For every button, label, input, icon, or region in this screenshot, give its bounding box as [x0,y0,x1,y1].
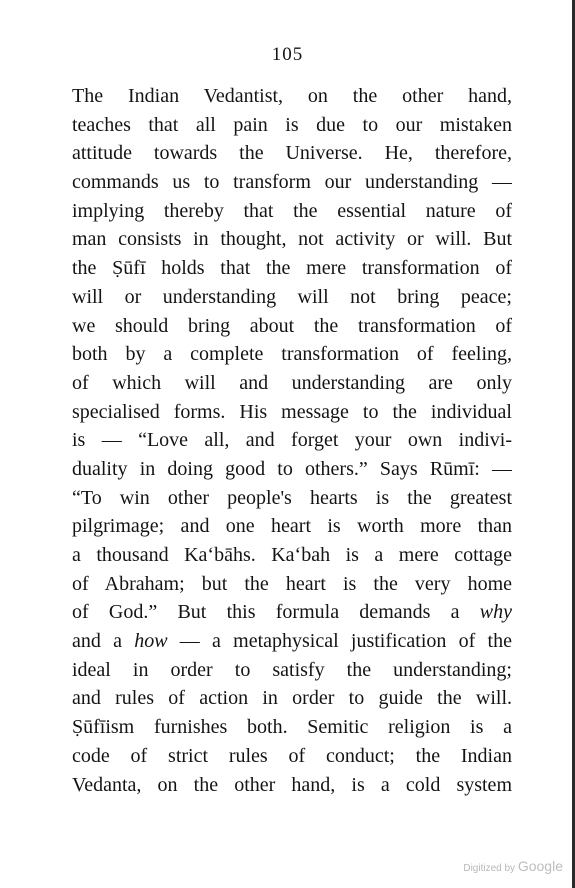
digitized-watermark [463,858,563,874]
text-line: is — “Love all, and forget your own indivi- [72,429,512,452]
text-line: The Indian Vedantist, on the other hand, [72,85,512,107]
text-line: a thousand Ka‘bāhs. Ka‘bah is a mere cottage [72,544,512,566]
text-line: and rules of action in order to guide the will. [72,687,512,710]
watermark-brand: Google [517,858,563,874]
emphasis-how: how [134,630,168,653]
text-line: implying thereby that the essential nature of [72,199,512,222]
text-line: “To win other people's hearts is the greatest [72,486,512,509]
text-line: the Ṣūfī holds that the mere transformation of [72,257,512,280]
text-line: will or understanding will not bring peace; [72,285,512,308]
text-line: attitude towards the Universe. He, therefore, [72,142,512,165]
text-line: teaches that all pain is due to our mistaken [72,113,512,136]
text-line: Vedanta, on the other hand, is a cold system [72,773,512,796]
text-line: man consists in thought, not activity or will. But [72,228,512,251]
text-line: and a how — a metaphysical justification of the [72,630,512,653]
text-line: Ṣūfīism furnishes both. Semitic religion is a [72,716,512,739]
emphasis-why: why [479,601,512,624]
text-line: pilgrimage; and one heart is worth more than [72,515,512,538]
text-line: we should bring about the transformation of [72,314,512,337]
text-line: of which will and understanding are only [72,371,512,394]
body-text [72,82,512,799]
text-line: commands us to transform our understanding — [72,171,512,194]
watermark-prefix: Digitized by [463,863,516,874]
text-line: code of strict rules of conduct; the Indian [72,744,512,767]
text-line: specialised forms. His message to the individual [72,400,512,423]
text-line: ideal in order to satisfy the understanding; [72,658,512,681]
text-line: of Abraham; but the heart is the very home [72,572,512,595]
text-line: of God.” But this formula demands a why [72,601,512,624]
page-number: 105 [271,44,304,65]
text-line: both by a complete transformation of feeling, [72,343,512,366]
text-line: duality in doing good to others.” Says Rūmī: — [72,457,512,480]
